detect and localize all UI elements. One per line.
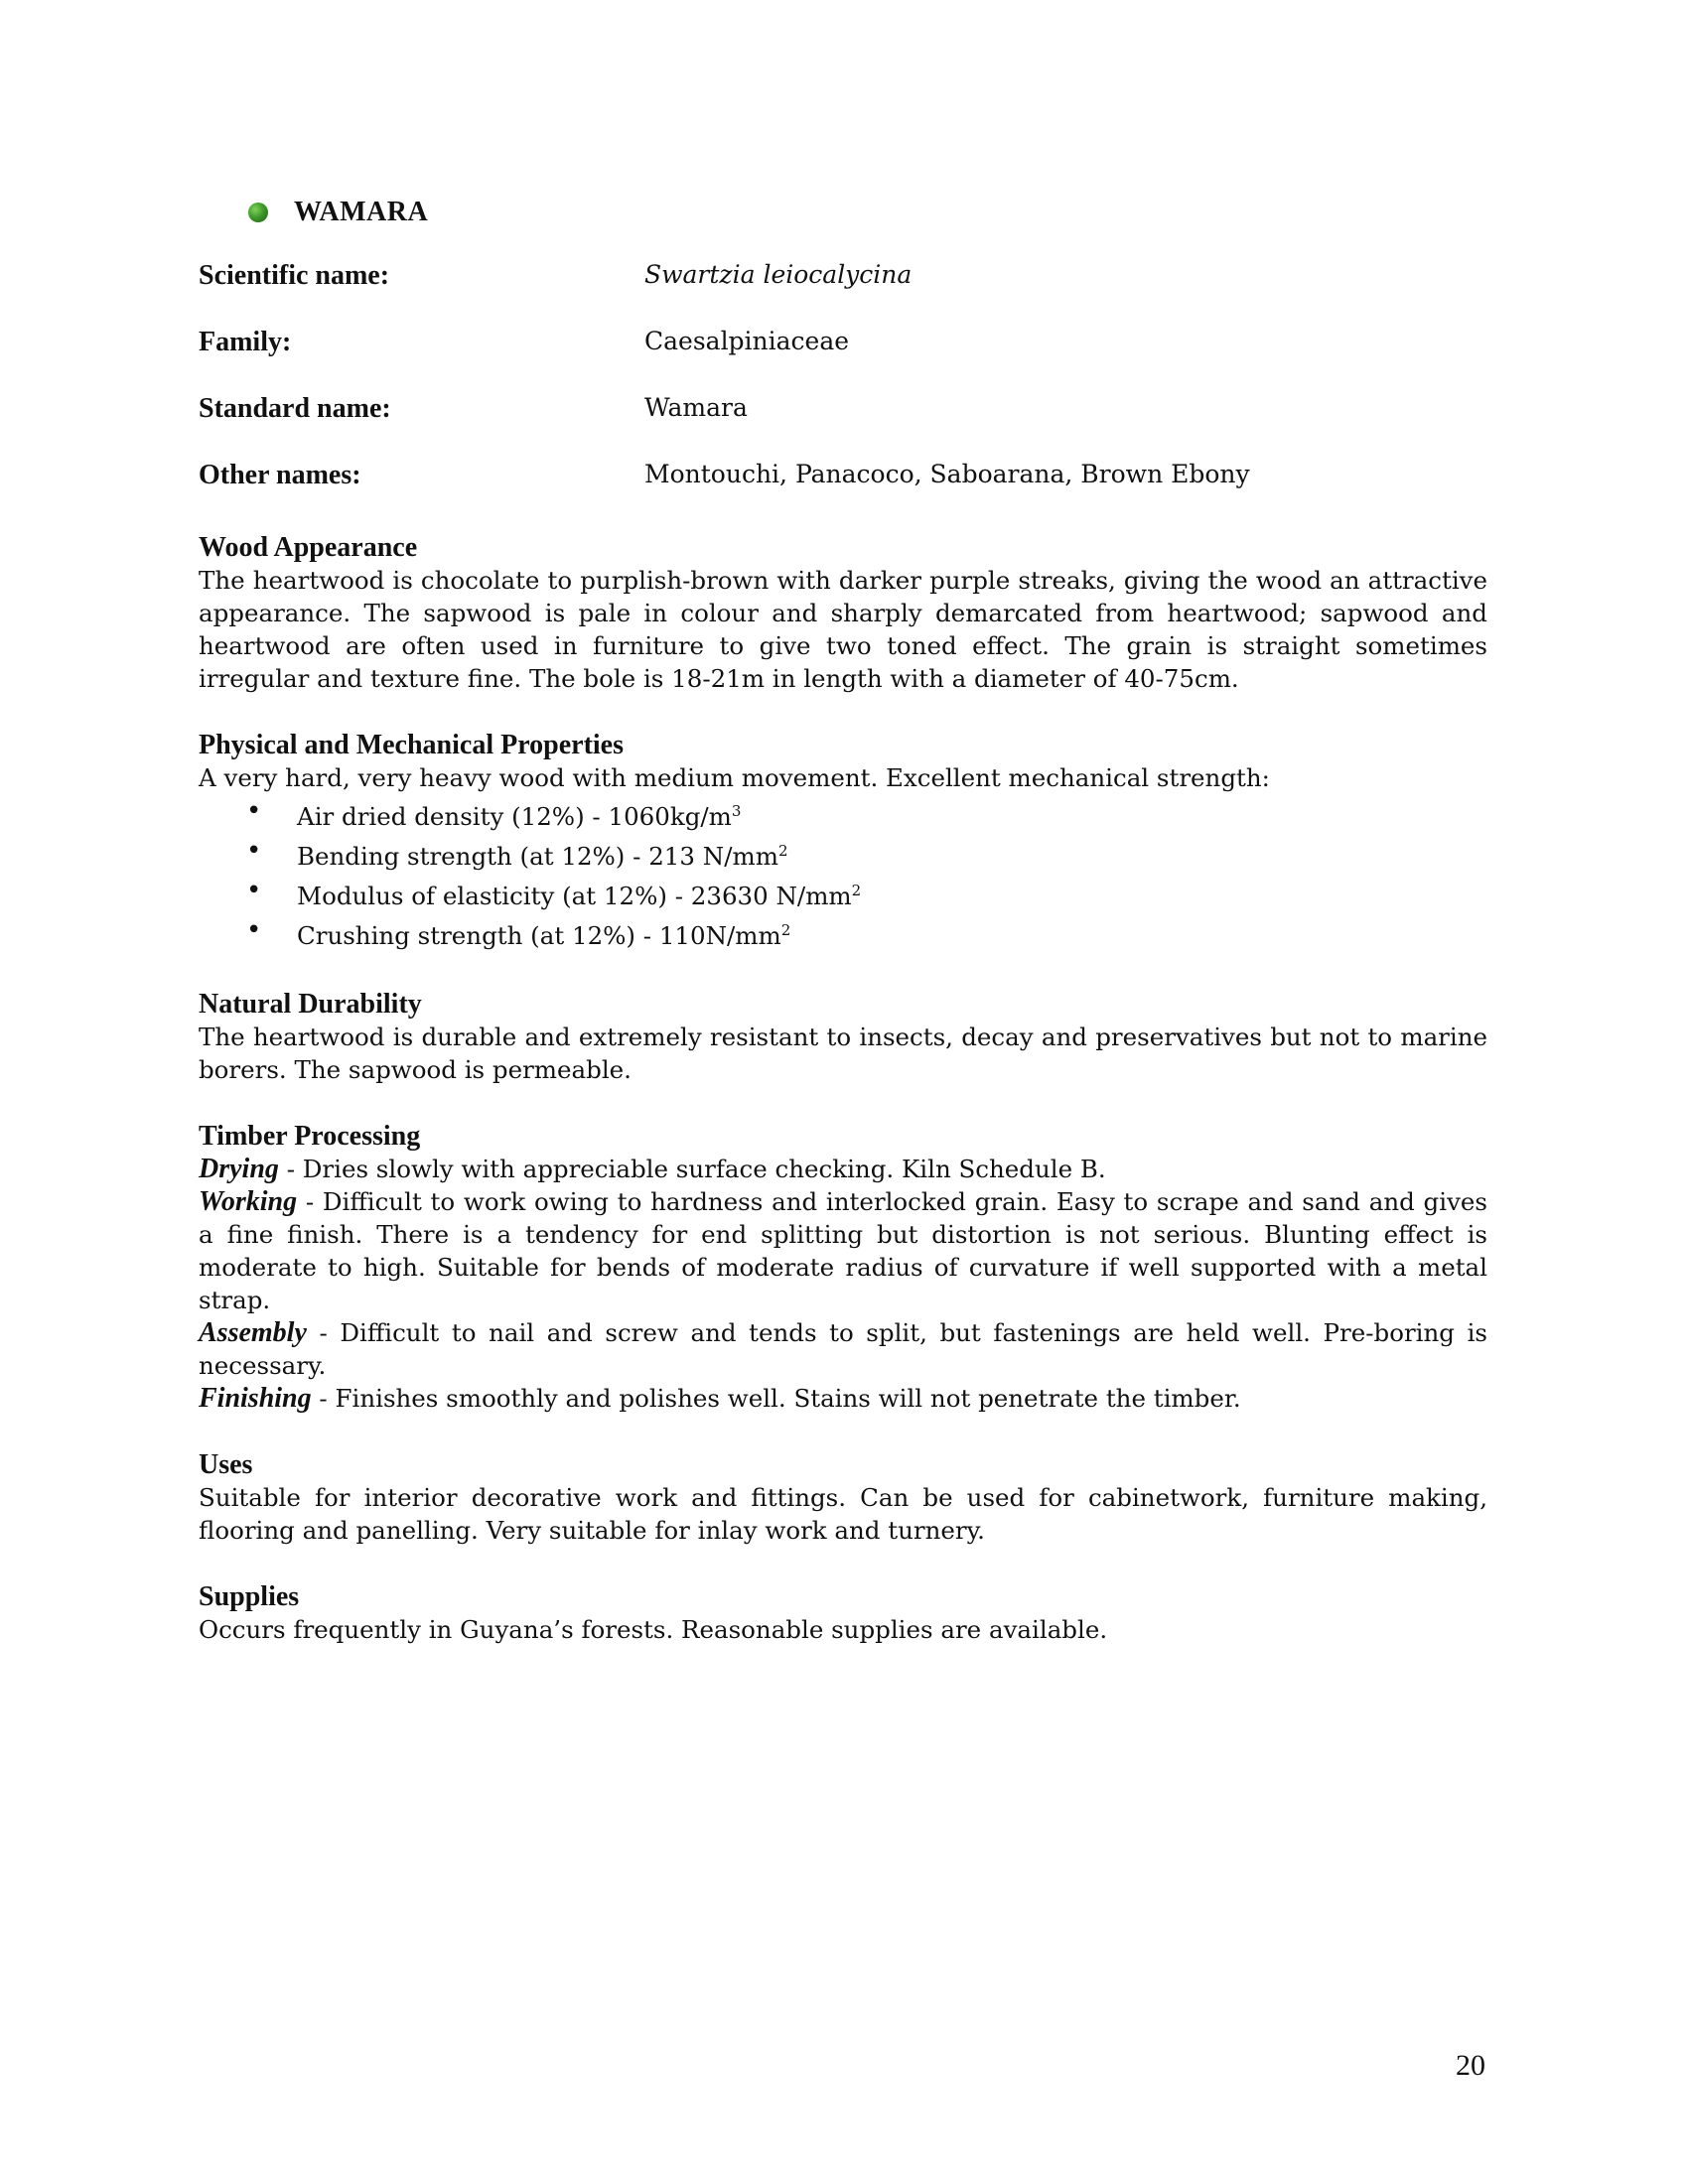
- section-title: Supplies: [199, 1580, 300, 1612]
- section-title: Uses: [199, 1448, 253, 1480]
- list-item: • Modulus of elasticity (at 12%) - 23630 $N/mm^2$: [199, 874, 1487, 913]
- property-row-other-names: [199, 460, 1487, 526]
- sections: [199, 531, 1487, 1680]
- section-text: Suitable for interior decorative work and fittings. Can be used for cabinetwork, furniture making, flooring and panelling. Very suitable for inlay work and turnery.: [199, 1482, 1487, 1545]
- section-text: Occurs frequently in Guyana’s forests. Reasonable supplies are available.: [199, 1614, 1108, 1644]
- list-item: • Crushing strength (at $12\%) - 110N/mm^2$: [199, 913, 1487, 953]
- property-value: Wamara: [644, 393, 748, 422]
- section-title: Natural Durability: [199, 988, 422, 1020]
- section-title: Timber Processing: [199, 1120, 421, 1152]
- property-label: Scientific name:: [199, 260, 390, 291]
- section-uses: [199, 1448, 1487, 1547]
- section-physical-properties: [199, 729, 1487, 954]
- processing-entry-finishing: Finishing - Finishes smoothly and polishes well. Stains will not penetrate the timber.: [199, 1382, 1241, 1414]
- page-number: 20: [1456, 2049, 1485, 2082]
- list-item: • Bending strength (at 12%) - 213 $N/mm^2$: [199, 834, 1487, 874]
- property-row-scientific-name: [199, 260, 1487, 327]
- section-wood-appearance: [199, 531, 1487, 695]
- section-text: The heartwood is chocolate to purplish-brown with darker purple streaks, giving the wood an attractive appearance. The sapwood is pale in colour and sharply demarcated from heartwood; sapwood and heartwood are often used in furniture to give two toned effect. The grain is straight sometimes irregular and texture fine. The bole is 18-21m in length with a diameter of 40-75cm.: [199, 566, 1487, 693]
- section-natural-durability: [199, 988, 1487, 1086]
- section-timber-processing: [199, 1120, 1487, 1415]
- section-text: The heartwood is durable and extremely resistant to insects, decay and preservatives but not to marine borers. The sapwood is permeable.: [199, 1022, 1487, 1084]
- property-value: Caesalpiniaceae: [644, 327, 850, 355]
- property-value: Swartzia leiocalycina: [644, 260, 913, 289]
- property-list: [199, 794, 1487, 954]
- processing-entry-drying: Drying - Dries slowly with appreciable surface checking. Kiln Schedule B.: [199, 1153, 1106, 1184]
- section-title: Wood Appearance: [199, 532, 418, 563]
- property-label: Other names:: [199, 460, 361, 490]
- properties-table: [199, 260, 1487, 526]
- property-row-standard-name: [199, 393, 1487, 460]
- green-bullet-icon: [248, 203, 268, 222]
- section-supplies: [199, 1580, 1487, 1646]
- property-label: Standard name:: [199, 393, 391, 424]
- property-value: Montouchi, Panacoco, Saboarana, Brown Ebony: [644, 460, 1250, 488]
- processing-entry-working: Working - Difficult to work owing to hardness and interlocked grain. Easy to scrape and sand and gives a fine finish. There is a tendency for end splitting but distortion is not serious. Blunting effect is moderate to high. Suitable for bends of moderate radius of curvature if well supported with a metal strap.: [199, 1185, 1487, 1314]
- list-item: • Air dried density $(12\%) - 1060kg/m^3$: [199, 794, 1487, 834]
- property-label: Family:: [199, 327, 292, 357]
- species-heading: [248, 197, 428, 228]
- section-text: A very hard, very heavy wood with medium movement. Excellent mechanical strength:: [199, 763, 1270, 792]
- processing-entry-assembly: Assembly - Difficult to nail and screw and tends to split, but fastenings are held well. Pre-boring is necessary.: [199, 1316, 1487, 1380]
- section-title: Physical and Mechanical Properties: [199, 730, 624, 760]
- property-row-family: [199, 327, 1487, 393]
- species-name: WAMARA: [294, 197, 429, 227]
